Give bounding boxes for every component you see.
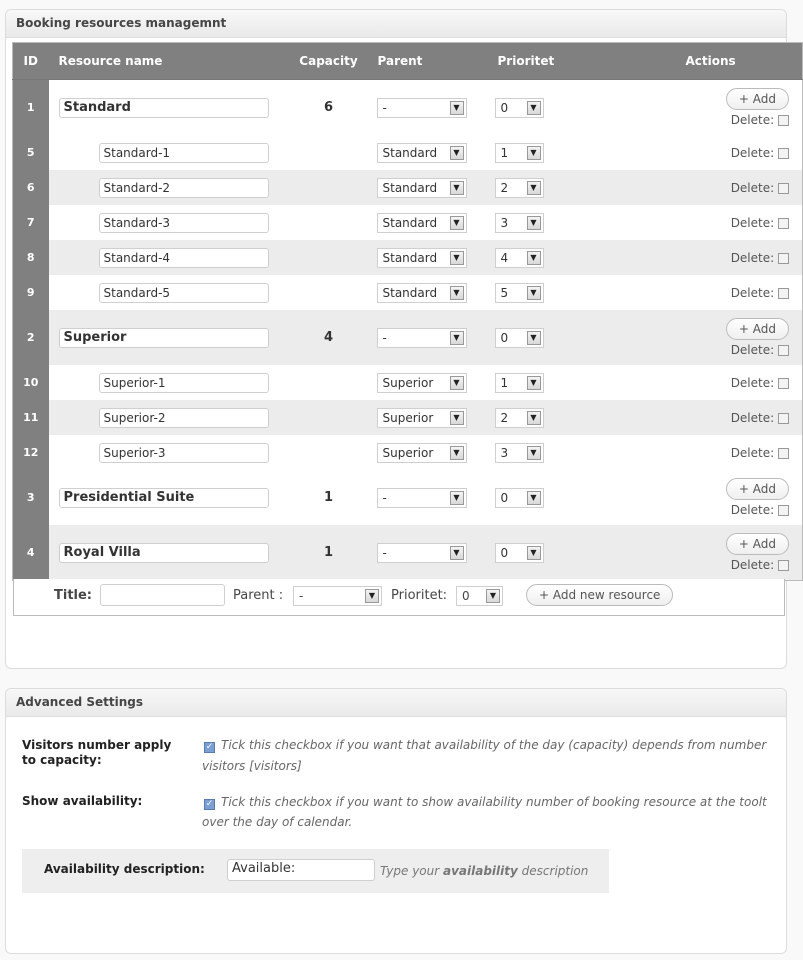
delete-checkbox[interactable] [778, 183, 789, 194]
resource-capacity [289, 135, 369, 170]
delete-label: Delete: [730, 445, 775, 460]
resource-row [13, 310, 803, 365]
chevron-down-icon: ▼ [450, 446, 464, 460]
resource-capacity [289, 170, 369, 205]
resource-row [13, 525, 803, 581]
show-availability-help-line2: over the day of calendar. [202, 815, 353, 829]
resource-name-input[interactable]: Standard-5 [99, 283, 269, 303]
priority-select[interactable] [495, 283, 544, 303]
new-parent-value: - [299, 589, 304, 603]
add-child-button[interactable]: + Add [726, 318, 789, 340]
delete-checkbox[interactable] [778, 413, 789, 424]
delete-label: Delete: [730, 285, 775, 300]
chevron-down-icon: ▼ [450, 331, 464, 345]
add-new-resource-button[interactable]: + Add new resource [526, 584, 673, 606]
resource-id: 7 [13, 205, 49, 240]
resource-child-row [13, 240, 803, 275]
priority-value: 4 [500, 250, 509, 265]
delete-label: Delete: [730, 343, 775, 357]
priority-value: 3 [500, 215, 509, 230]
chevron-down-icon: ▼ [527, 331, 541, 345]
priority-value: 1 [500, 375, 509, 390]
resource-name-input[interactable]: Standard-1 [99, 143, 269, 163]
delete-label: Delete: [730, 503, 775, 517]
resource-name-input[interactable]: Superior-3 [99, 443, 269, 463]
chevron-down-icon: ▼ [450, 181, 464, 195]
advanced-settings-panel [5, 688, 787, 954]
col-actions-header: Actions [659, 43, 803, 80]
table-header-row [13, 43, 803, 80]
new-title-label: Title: [54, 588, 93, 603]
availability-description-input[interactable]: Available: [227, 859, 375, 881]
resource-capacity: 1 [289, 525, 369, 581]
priority-select[interactable] [495, 443, 544, 463]
resource-name-input[interactable]: Standard-3 [99, 213, 269, 233]
chevron-down-icon: ▼ [450, 146, 464, 160]
resource-id: 5 [13, 135, 49, 170]
delete-label: Delete: [730, 558, 775, 572]
parent-value: - [382, 545, 387, 560]
col-priority-header: Prioritet [489, 43, 659, 80]
resource-name-input[interactable]: Superior-2 [99, 408, 269, 428]
resources-panel-title: Booking resources managemnt [6, 10, 786, 38]
resource-capacity [289, 365, 369, 400]
parent-select[interactable] [377, 488, 467, 508]
col-parent-header: Parent [369, 43, 489, 80]
priority-value: 5 [500, 285, 509, 300]
delete-checkbox[interactable] [778, 505, 789, 516]
hint-pre: Type your [380, 864, 443, 878]
chevron-down-icon: ▼ [450, 286, 464, 300]
chevron-down-icon: ▼ [527, 446, 541, 460]
priority-value: 2 [500, 410, 509, 425]
priority-value: 3 [500, 445, 509, 460]
parent-value: Superior [382, 410, 434, 425]
chevron-down-icon: ▼ [450, 376, 464, 390]
chevron-down-icon: ▼ [527, 376, 541, 390]
visitors-checkbox[interactable]: ✓ [205, 742, 214, 752]
resource-row [13, 80, 803, 136]
visitors-label [22, 738, 171, 768]
col-name-header: Resource name [49, 43, 289, 80]
delete-checkbox[interactable] [778, 448, 789, 459]
parent-value: - [382, 490, 387, 505]
visitors-help-line2: visitors [visitors] [202, 759, 302, 773]
resource-child-row [13, 170, 803, 205]
new-priority-value: 0 [462, 589, 470, 603]
parent-select[interactable] [377, 213, 467, 233]
resource-row [13, 470, 803, 525]
resource-capacity: 1 [289, 470, 369, 525]
parent-select[interactable] [377, 178, 467, 198]
resource-id: 12 [13, 435, 49, 470]
new-priority-label: Prioritet: [391, 588, 448, 603]
priority-select[interactable] [495, 98, 544, 118]
resource-name-input[interactable]: Standard-4 [99, 248, 269, 268]
parent-select[interactable] [377, 248, 467, 268]
resource-capacity [289, 205, 369, 240]
resource-child-row [13, 400, 803, 435]
parent-value: - [382, 100, 387, 115]
priority-select[interactable] [495, 143, 544, 163]
resource-child-row [13, 435, 803, 470]
parent-select[interactable] [377, 543, 467, 563]
resource-child-row [13, 205, 803, 240]
advanced-settings-title: Advanced Settings [6, 689, 786, 717]
priority-value: 1 [500, 145, 509, 160]
parent-select[interactable] [377, 283, 467, 303]
resource-id: 3 [13, 470, 49, 525]
resource-id: 8 [13, 240, 49, 275]
priority-value: 0 [500, 490, 509, 505]
parent-value: Standard [382, 145, 438, 160]
parent-select[interactable] [377, 443, 467, 463]
parent-value: Standard [382, 250, 438, 265]
delete-checkbox[interactable] [778, 148, 789, 159]
priority-select[interactable] [495, 178, 544, 198]
delete-label: Delete: [730, 180, 775, 195]
visitors-label-line1: Visitors number apply [22, 738, 172, 752]
resource-child-row [13, 365, 803, 400]
chevron-down-icon: ▼ [527, 101, 541, 115]
visitors-label-line2: to capacity: [22, 753, 102, 767]
priority-select[interactable] [495, 373, 544, 393]
chevron-down-icon: ▼ [527, 546, 541, 560]
new-priority-select[interactable] [456, 586, 503, 606]
parent-value: Standard [382, 180, 438, 195]
resource-id: 10 [13, 365, 49, 400]
col-id-header: ID [13, 43, 49, 80]
visitors-help-line1: Tick this checkbox if you want that availability of the day (capacity) depends from number [221, 738, 767, 752]
delete-checkbox[interactable] [778, 115, 789, 126]
availability-description-hint [380, 864, 588, 878]
resource-name-input[interactable]: Standard [59, 98, 269, 118]
chevron-down-icon: ▼ [450, 216, 464, 230]
chevron-down-icon: ▼ [450, 101, 464, 115]
add-resource-row [13, 579, 785, 616]
resource-capacity: 4 [289, 310, 369, 365]
delete-checkbox[interactable] [778, 378, 789, 389]
chevron-down-icon: ▼ [450, 546, 464, 560]
chevron-down-icon: ▼ [450, 251, 464, 265]
chevron-down-icon: ▼ [527, 411, 541, 425]
parent-select[interactable] [377, 408, 467, 428]
chevron-down-icon: ▼ [365, 589, 379, 603]
chevron-down-icon: ▼ [486, 589, 500, 603]
priority-value: 0 [500, 330, 509, 345]
parent-value: - [382, 330, 387, 345]
chevron-down-icon: ▼ [527, 491, 541, 505]
resource-name-input[interactable]: Standard-2 [99, 178, 269, 198]
availability-description-label: Availability description: [44, 862, 205, 876]
hint-post: description [517, 864, 589, 878]
priority-select[interactable] [495, 543, 544, 563]
resource-id: 4 [13, 525, 49, 581]
col-capacity-header: Capacity [289, 43, 369, 80]
add-child-button[interactable]: + Add [726, 533, 789, 555]
chevron-down-icon: ▼ [527, 251, 541, 265]
priority-select[interactable] [495, 408, 544, 428]
hint-bold: availability [443, 864, 518, 878]
delete-checkbox[interactable] [778, 253, 789, 264]
delete-label: Delete: [730, 145, 775, 160]
resource-child-row [13, 135, 803, 170]
priority-value: 2 [500, 180, 509, 195]
resource-capacity [289, 275, 369, 310]
delete-checkbox[interactable] [778, 288, 789, 299]
chevron-down-icon: ▼ [527, 181, 541, 195]
chevron-down-icon: ▼ [527, 216, 541, 230]
priority-select[interactable] [495, 488, 544, 508]
delete-label: Delete: [730, 375, 775, 390]
parent-value: Superior [382, 445, 434, 460]
add-child-button[interactable]: + Add [726, 88, 789, 110]
parent-select[interactable] [377, 328, 467, 348]
delete-label: Delete: [730, 410, 775, 425]
priority-select[interactable] [495, 248, 544, 268]
parent-select[interactable] [377, 98, 467, 118]
new-parent-label: Parent : [233, 588, 284, 603]
parent-select[interactable] [377, 143, 467, 163]
show-availability-checkbox[interactable]: ✓ [205, 799, 214, 809]
resource-id: 6 [13, 170, 49, 205]
delete-checkbox[interactable] [778, 218, 789, 229]
resource-id: 1 [13, 80, 49, 136]
delete-checkbox[interactable] [778, 560, 789, 571]
add-child-button[interactable]: + Add [726, 478, 789, 500]
resource-name-input[interactable]: Presidential Suite [59, 488, 269, 508]
resource-capacity: 6 [289, 80, 369, 136]
resource-id: 9 [13, 275, 49, 310]
priority-select[interactable] [495, 213, 544, 233]
priority-select[interactable] [495, 328, 544, 348]
resource-capacity [289, 240, 369, 275]
delete-checkbox[interactable] [778, 345, 789, 356]
parent-value: Standard [382, 285, 438, 300]
chevron-down-icon: ▼ [450, 411, 464, 425]
parent-value: Superior [382, 375, 434, 390]
new-parent-select[interactable] [293, 586, 382, 606]
chevron-down-icon: ▼ [527, 146, 541, 160]
resource-name-input[interactable]: Royal Villa [59, 543, 269, 563]
show-availability-help-line1: Tick this checkbox if you want to show availability number of booking resource at the toolt [221, 795, 767, 809]
chevron-down-icon: ▼ [527, 286, 541, 300]
resources-table [12, 42, 803, 581]
delete-label: Delete: [730, 215, 775, 230]
resource-capacity [289, 435, 369, 470]
resource-id: 11 [13, 400, 49, 435]
resource-id: 2 [13, 310, 49, 365]
delete-label: Delete: [730, 250, 775, 265]
parent-value: Standard [382, 215, 438, 230]
parent-select[interactable] [377, 373, 467, 393]
resource-capacity [289, 400, 369, 435]
delete-label: Delete: [730, 113, 775, 127]
resource-name-input[interactable]: Superior [59, 328, 269, 348]
availability-description-box [22, 849, 609, 893]
resource-child-row [13, 275, 803, 310]
show-availability-label: Show availability: [22, 794, 143, 808]
new-title-input[interactable] [100, 584, 225, 606]
priority-value: 0 [500, 100, 509, 115]
resources-panel [5, 9, 787, 669]
priority-value: 0 [500, 545, 509, 560]
resource-name-input[interactable]: Superior-1 [99, 373, 269, 393]
chevron-down-icon: ▼ [450, 491, 464, 505]
